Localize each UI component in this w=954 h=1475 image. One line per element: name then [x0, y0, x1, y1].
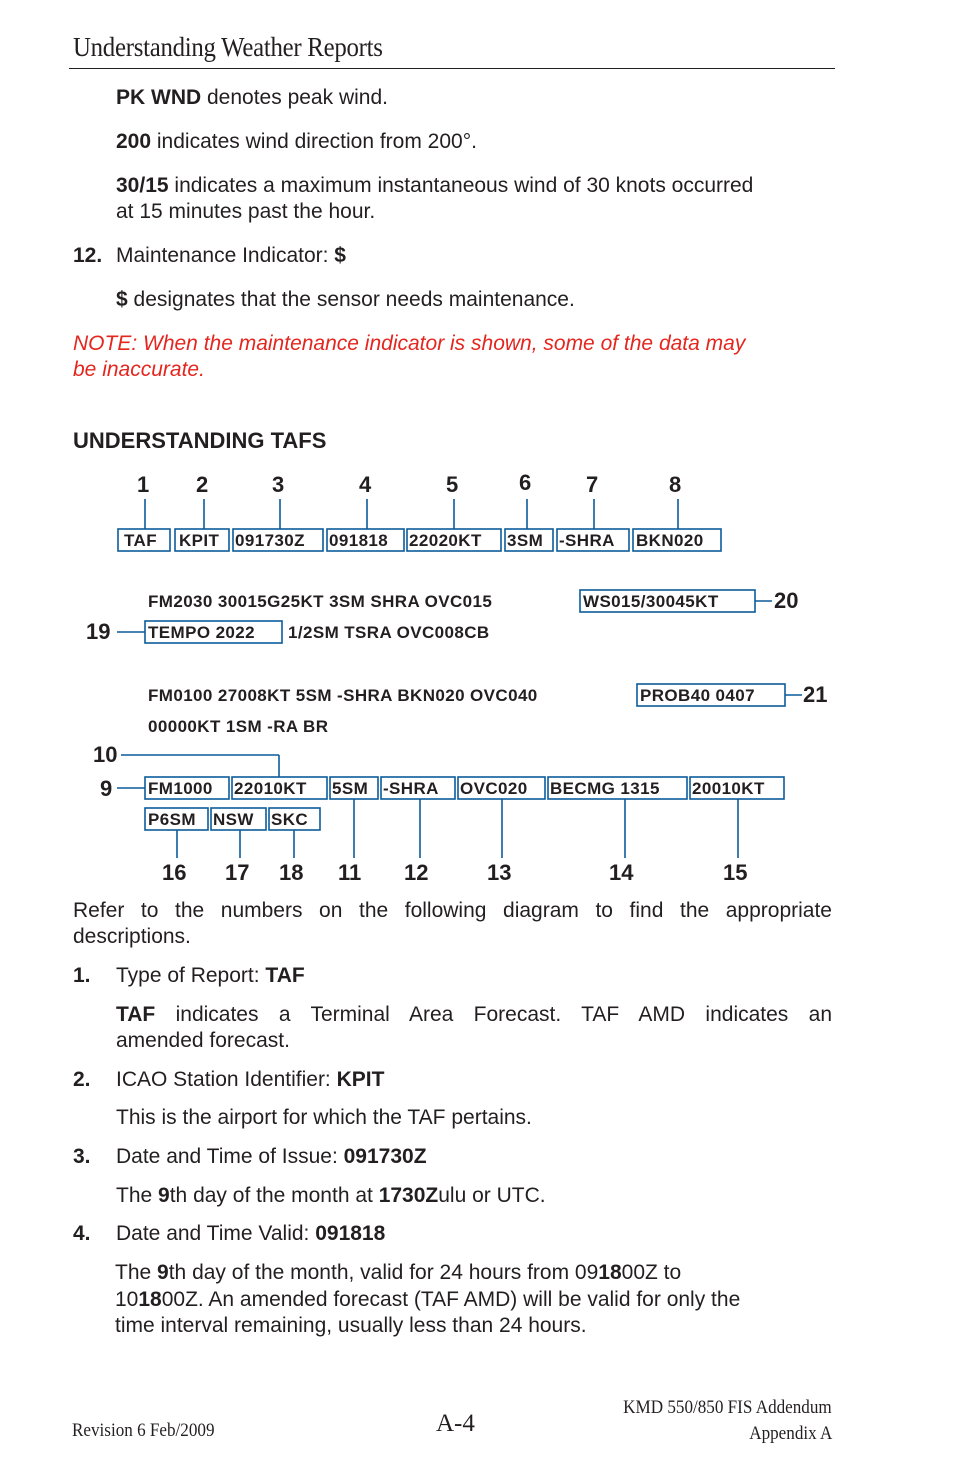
- code-5sm: 5SM: [332, 779, 369, 798]
- code-nsw: NSW: [213, 810, 254, 829]
- diagram-number-12: 12: [404, 860, 429, 885]
- item-1-number: 1.: [73, 964, 91, 987]
- footer-revision: Revision 6 Feb/2009: [72, 1420, 215, 1441]
- diagram-number-19: 19: [86, 619, 111, 644]
- note-line-1: NOTE: When the maintenance indicator is shown, some of the data may: [73, 332, 746, 355]
- code-wind: 22020KT: [409, 531, 482, 550]
- diagram-number-16: 16: [162, 860, 187, 885]
- diagram-number-7: 7: [586, 472, 599, 497]
- item-12-number: 12.: [73, 244, 103, 267]
- intro-line-2: descriptions.: [73, 925, 191, 948]
- item-4-desc-2: 101800Z. An amended forecast (TAF AMD) will be valid for only the: [115, 1288, 741, 1311]
- diagram-number-17: 17: [225, 860, 250, 885]
- item-4-heading: Date and Time Valid: 091818: [116, 1222, 386, 1245]
- item-1-heading: Type of Report: TAF: [116, 964, 305, 987]
- item-3-number: 3.: [73, 1145, 91, 1168]
- item-12-heading: Maintenance Indicator: $: [116, 244, 346, 267]
- code-20010kt: 20010KT: [692, 779, 765, 798]
- item-1-desc-2: amended forecast.: [116, 1029, 290, 1052]
- item-2-heading: ICAO Station Identifier: KPIT: [116, 1068, 385, 1091]
- code-becmg: BECMG 1315: [550, 779, 660, 798]
- note-line-2: be inaccurate.: [73, 358, 205, 381]
- section-title: UNDERSTANDING TAFS: [73, 428, 327, 453]
- code-valid-time: 091818: [329, 531, 389, 550]
- diagram-number-1: 1: [137, 472, 150, 497]
- code-ovc020: OVC020: [460, 779, 528, 798]
- code-wind-shear: WS015/30045KT: [583, 592, 719, 611]
- fm0100-line: FM0100 27008KT 5SM -SHRA BKN020 OVC040: [148, 686, 538, 705]
- diagram-number-14: 14: [609, 860, 634, 885]
- pk-wnd-line: PK WND denotes peak wind.: [116, 86, 388, 109]
- code-p6sm: P6SM: [148, 810, 196, 829]
- code-tempo: TEMPO 2022: [148, 623, 255, 642]
- diagram-number-2: 2: [196, 472, 209, 497]
- diagram-number-13: 13: [487, 860, 512, 885]
- intro-line-1: Refer to the numbers on the following diagram to find the appropriate: [73, 899, 832, 922]
- code-taf: TAF: [124, 531, 157, 550]
- diagram-number-3: 3: [272, 472, 285, 497]
- item-4-desc-3: time interval remaining, usually less than 24 hours.: [115, 1314, 587, 1337]
- item-4-desc-1: The 9th day of the month, valid for 24 hours from 091800Z to: [115, 1261, 682, 1284]
- item-3-heading: Date and Time of Issue: 091730Z: [116, 1145, 427, 1168]
- tempo-conditions: 1/2SM TSRA OVC008CB: [288, 623, 490, 642]
- diagram-number-5: 5: [446, 472, 459, 497]
- direction-line: 200 indicates wind direction from 200°.: [116, 130, 477, 153]
- fm2030-line: FM2030 30015G25KT 3SM SHRA OVC015: [148, 592, 493, 611]
- item-12-desc: $ designates that the sensor needs maintenance.: [116, 288, 575, 311]
- item-1-desc: TAF indicates a Terminal Area Forecast. TAF AMD indicates an: [116, 1003, 832, 1026]
- item-2-desc: This is the airport for which the TAF pertains.: [116, 1106, 532, 1129]
- code-kpit: KPIT: [179, 531, 220, 550]
- max-wind-line: 30/15 indicates a maximum instantaneous wind of 30 knots occurred: [116, 174, 754, 197]
- diagram-number-11: 11: [338, 860, 362, 885]
- code-issue-time: 091730Z: [235, 531, 305, 550]
- diagram-number-9: 9: [100, 776, 113, 801]
- footer-doc-title: KMD 550/850 FIS Addendum: [623, 1397, 832, 1418]
- code-prob: PROB40 0407: [640, 686, 755, 705]
- code-shra-2: -SHRA: [383, 779, 439, 798]
- calm-wind-line: 00000KT 1SM -RA BR: [148, 717, 329, 736]
- footer-appendix: Appendix A: [748, 1423, 832, 1444]
- diagram-number-15: 15: [723, 860, 748, 885]
- diagram-number-8: 8: [669, 472, 682, 497]
- code-22010kt: 22010KT: [234, 779, 307, 798]
- code-fm1000: FM1000: [148, 779, 213, 798]
- diagram-number-18: 18: [279, 860, 304, 885]
- item-4-number: 4.: [73, 1222, 91, 1245]
- diagram-number-20: 20: [774, 588, 799, 613]
- max-wind-line-2: at 15 minutes past the hour.: [116, 200, 376, 223]
- diagram-number-6: 6: [519, 470, 532, 495]
- code-visibility: 3SM: [507, 531, 544, 550]
- diagram-number-10: 10: [93, 742, 118, 767]
- page-header-title: Understanding Weather Reports: [73, 32, 383, 62]
- diagram-number-4: 4: [359, 472, 372, 497]
- footer-page-number: A-4: [436, 1410, 475, 1437]
- diagram-number-21: 21: [803, 682, 828, 707]
- item-2-number: 2.: [73, 1068, 91, 1091]
- code-skc: SKC: [271, 810, 309, 829]
- code-sky: BKN020: [636, 531, 704, 550]
- item-3-desc: The 9th day of the month at 1730Zulu or UTC.: [116, 1184, 546, 1207]
- code-weather: -SHRA: [559, 531, 615, 550]
